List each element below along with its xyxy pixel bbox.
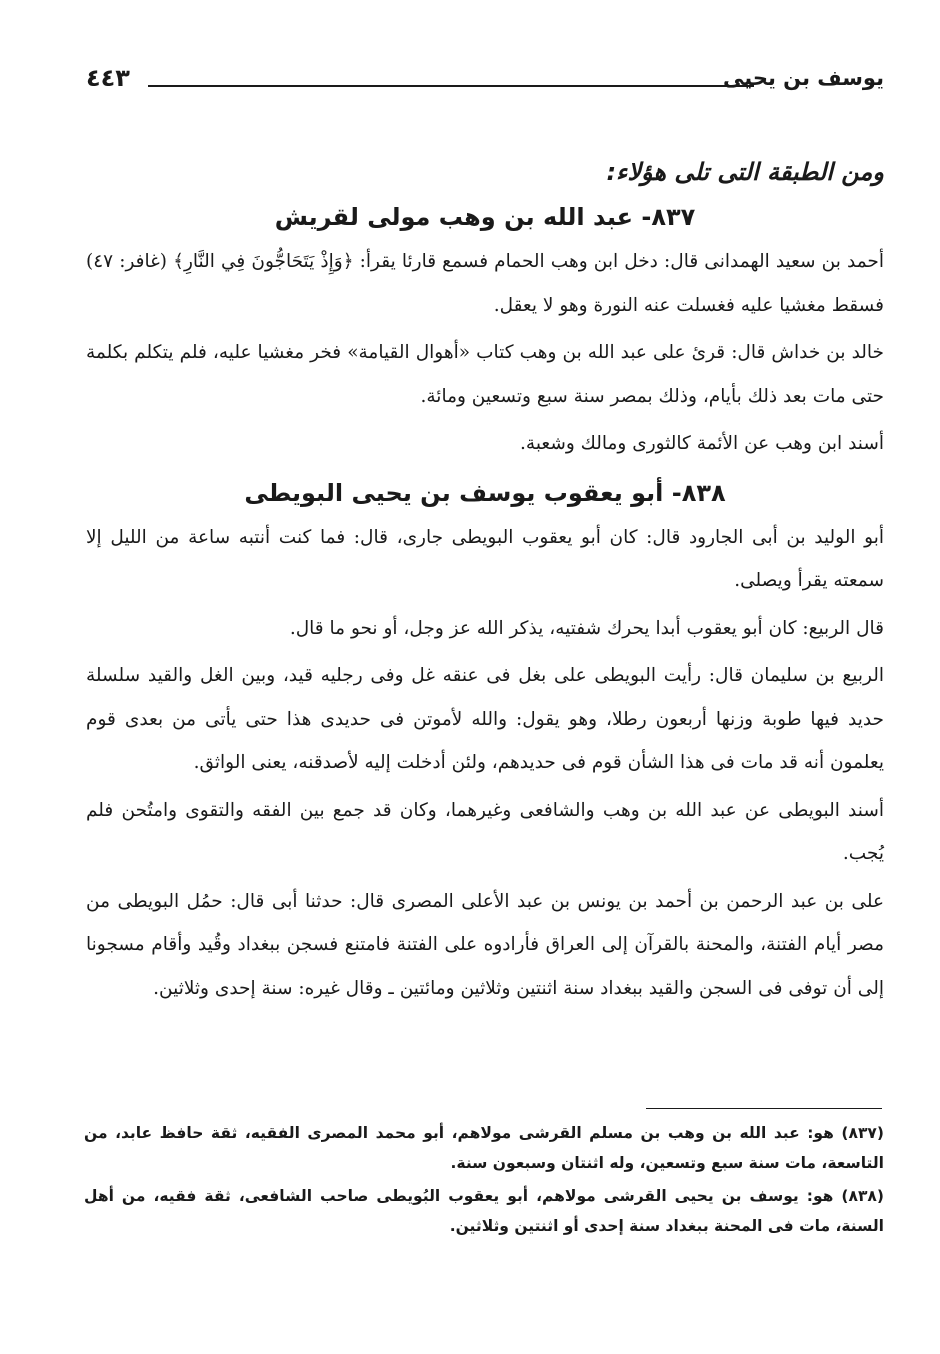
page-number: ٤٤٣ [86, 64, 130, 92]
paragraph: أسند ابن وهب عن الأئمة كالثورى ومالك وشعبة. [520, 433, 884, 454]
paragraph: أسند البويطى عن عبد الله بن وهب والشافعى وغيرهما، وكان قد جمع بين الفقه والتقوى وامتُحن فلم يُجب. [86, 799, 884, 864]
paragraph: خالد بن خداش قال: قرئ على عبد الله بن وهب كتاب «أهوال القيامة» فخر مغشيا عليه، فلم يتكلم بكلمة حتى مات بعد ذلك بأيام، وذلك بمصر سنة سبع وتسعين ومائة. [86, 342, 884, 407]
footnote-rule [646, 1108, 882, 1109]
paragraph: أبو الوليد بن أبى الجارود قال: كان أبو يعقوب البويطى جارى، قال: فما كنت أنتبه ساعة من الليل إلا سمعته يقرأ ويصلى. [86, 526, 884, 591]
entry-title-837: ٨٣٧- عبد الله بن وهب مولى لقريش [274, 203, 696, 231]
layer-heading: ومن الطبقة التى تلى هؤلاء: [606, 158, 884, 186]
footnote-837: (٨٣٧) هو: عبد الله بن وهب بن مسلم القرشى مولاهم، أبو محمد المصرى الفقيه، ثقة حافظ عابد، من التاسعة، مات سنة سبع وتسعين، وله اثنتان وسبعون سنة. [84, 1124, 884, 1172]
entry-title-838: ٨٣٨- أبو يعقوب يوسف بن يحيى البويطى [244, 478, 726, 507]
header-rule [148, 85, 754, 87]
footnotes [84, 1118, 884, 1244]
running-title: يوسف بن يحيى [723, 66, 884, 90]
footnote-838: (٨٣٨) هو: يوسف بن يحيى القرشى مولاهم، أبو يعقوب البُويطى صاحب الشافعى، ثقة فقيه، من أهل السنة، مات فى المحنة ببغداد سنة إحدى أو اثنتين وثلاثين. [84, 1187, 884, 1235]
page-header [86, 64, 884, 104]
paragraph: على بن عبد الرحمن بن أحمد بن يونس بن عبد الأعلى المصرى قال: حدثنا أبى قال: حمُل البويطى من مصر أيام الفتنة، والمحنة بالقرآن إلى العراق فأرادوه على الفتنة فامتنع فسجن ببغداد وقُيد وأقام مسجونا إلى أن توفى فى السجن والقيد ببغداد سنة اثنتين وثلاثين ومائتين ـ وقال غيره: سنة إحدى وثلاثين. [86, 890, 884, 999]
paragraph: أحمد بن سعيد الهمدانى قال: دخل ابن وهب الحمام فسمع قارئا يقرأ: ﴿وَإِذْ يَتَحَاجُّونَ فِي النَّارِ﴾ (غافر: ٤٧) فسقط مغشيا عليه فغسلت عنه النورة وهو لا يعقل. [86, 251, 884, 316]
page-body [86, 150, 884, 1014]
paragraph: قال الربيع: كان أبو يعقوب أبدا يحرك شفتيه، يذكر الله عز وجل، أو نحو ما قال. [289, 617, 884, 639]
paragraph: الربيع بن سليمان قال: رأيت البويطى على بغل فى عنقه غل وفى رجليه قيد، وبين الغل والقيد سلسلة حديد فيها طوبة وزنها أربعون رطلا، وهو يقول: والله لأموتن فى حديدى هذا حتى يأتى من بعدى قوم يعلمون أنه قد مات فى هذا الشأن قوم فى حديدهم، ولئن أدخلت إليه لأصدقنه، يعنى الواثق. [86, 665, 884, 773]
